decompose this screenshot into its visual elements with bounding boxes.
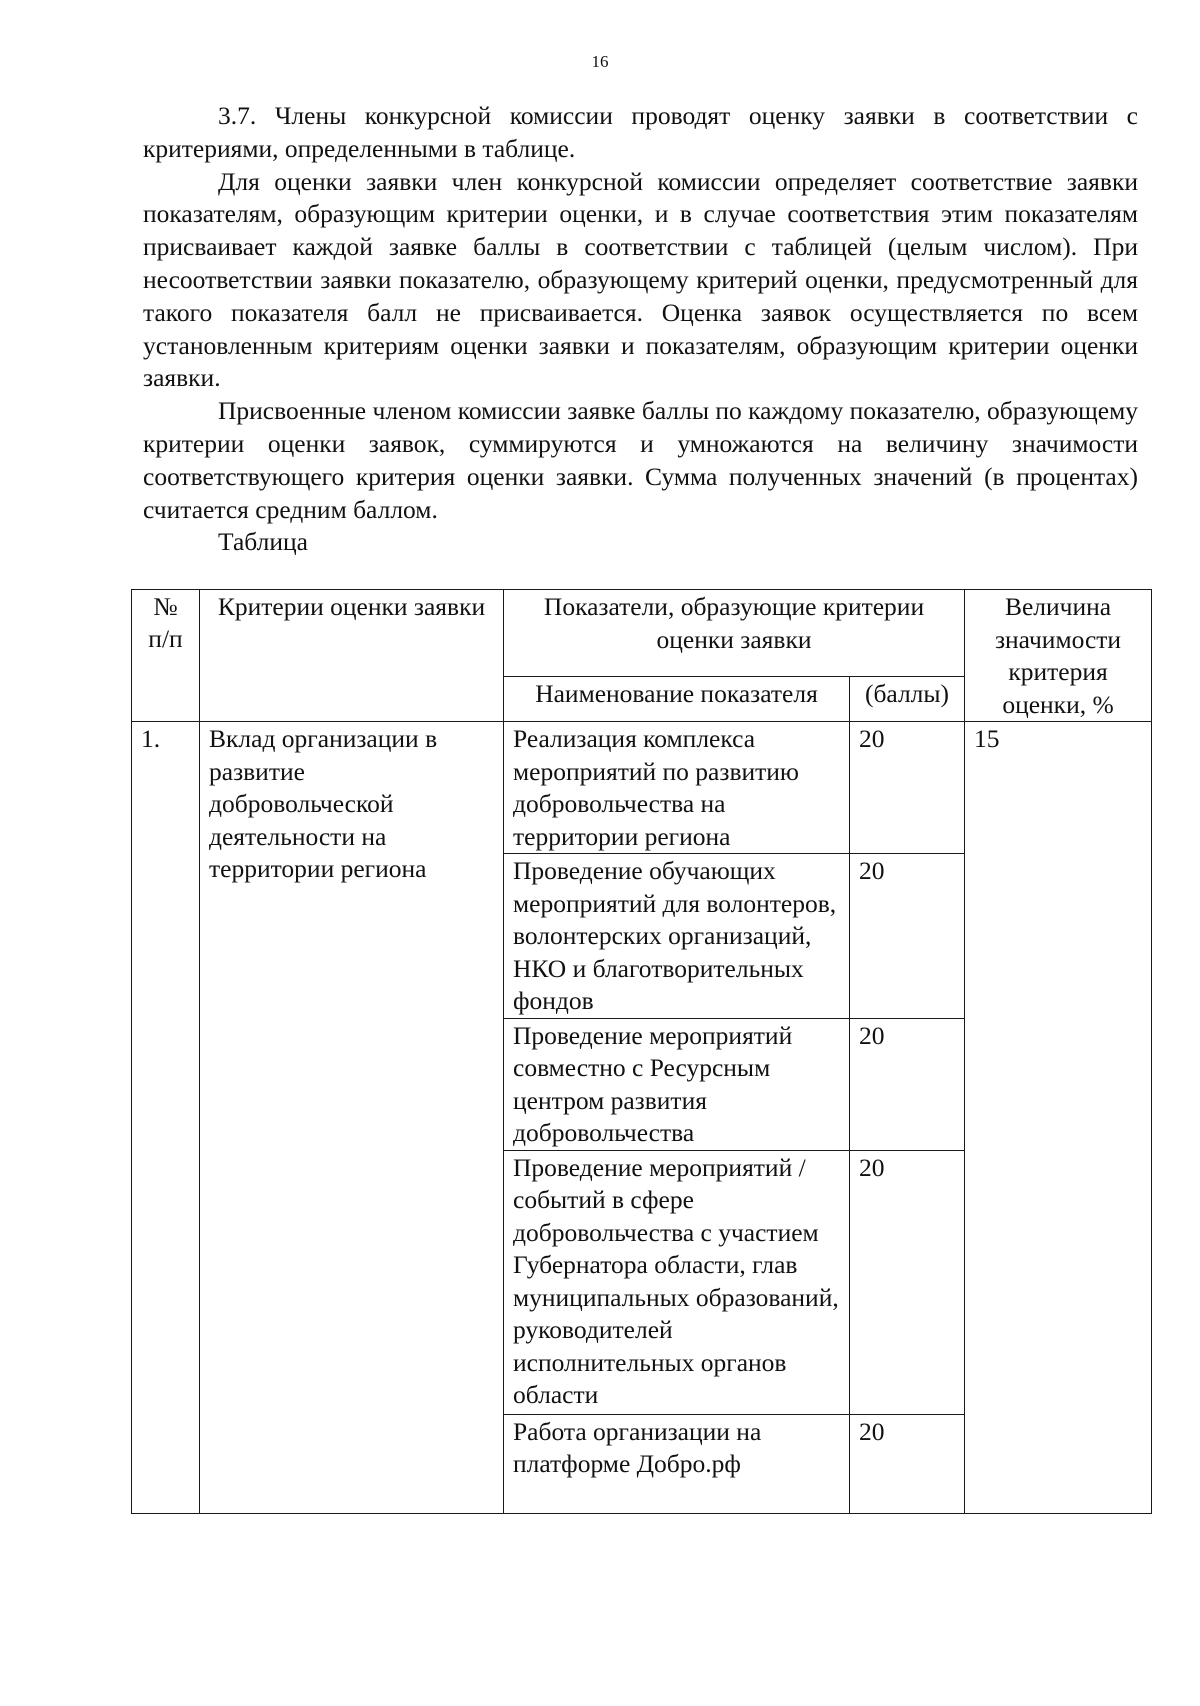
paragraph-scoring: Присвоенные членом комиссии заявке баллы по каждому показателю, образующему критерии оценки заявок, суммируются и умножаются на величину значимости соответствующего критерия оценки заявки. Сумма полученных значений (в процентах) считается средним баллом. xyxy=(143,396,1138,524)
indicator-points: 20 xyxy=(850,1018,965,1150)
header-indicator-name: Наименование показателя xyxy=(504,677,850,722)
paragraph-evaluation-method: Для оценки заявки член конкурсной комиссии определяет соответствие заявки показателям, образующим критерии оценки, и в случае соответствия этим показателям присваивает каждой заявке баллы в соответствии с таблицей (целым числом). При несоответствии заявки показателю, образующему критерий оценки, предусмотренный для такого показателя балл не присваивается. Оценка заявок осуществляется по всем установленным критериям оценки заявки и показателям, образующим критерии оценки заявки. xyxy=(143,166,1138,393)
indicator-points: 20 xyxy=(850,854,965,1019)
indicator-name: Проведение обучающих мероприятий для волонтеров, волонтерских организаций, НКО и благотворительных фондов xyxy=(504,854,850,1019)
criteria-table xyxy=(131,589,1152,1514)
row-criterion: Вклад организации в развитие добровольческой деятельности на территории региона xyxy=(200,722,504,1514)
paragraph-3-7: 3.7. Члены конкурсной комиссии проводят оценку заявки в соответствии с критериями, определенными в таблице. xyxy=(143,101,1138,163)
header-criteria: Критерии оценки заявки xyxy=(200,590,504,722)
table-caption: Таблица xyxy=(218,527,308,557)
header-points: (баллы) xyxy=(850,677,965,722)
table-row xyxy=(132,722,1152,854)
indicator-name: Проведение мероприятий совместно с Ресурсным центром развития добровольчества xyxy=(504,1018,850,1150)
indicator-points: 20 xyxy=(850,722,965,854)
row-weight: 15 xyxy=(965,722,1152,1514)
indicator-points: 20 xyxy=(850,1150,965,1414)
indicator-name: Реализация комплекса мероприятий по развитию добровольчества на территории региона xyxy=(504,722,850,854)
page-number: 16 xyxy=(591,52,609,71)
table-header-row xyxy=(132,590,1152,677)
indicator-points: 20 xyxy=(850,1414,965,1513)
header-weight: Величина значимости критерия оценки, % xyxy=(965,590,1152,722)
body-text xyxy=(143,100,1138,559)
indicator-name: Работа организации на платформе Добро.рф xyxy=(504,1414,850,1513)
header-number: № п/п xyxy=(132,590,200,722)
header-indicators: Показатели, образующие критерии оценки заявки xyxy=(504,590,965,677)
indicator-name: Проведение мероприятий / событий в сфере добровольчества с участием Губернатора области, глав муниципальных образований, руководителей исполнительных органов области xyxy=(504,1150,850,1414)
row-number: 1. xyxy=(132,722,200,1514)
